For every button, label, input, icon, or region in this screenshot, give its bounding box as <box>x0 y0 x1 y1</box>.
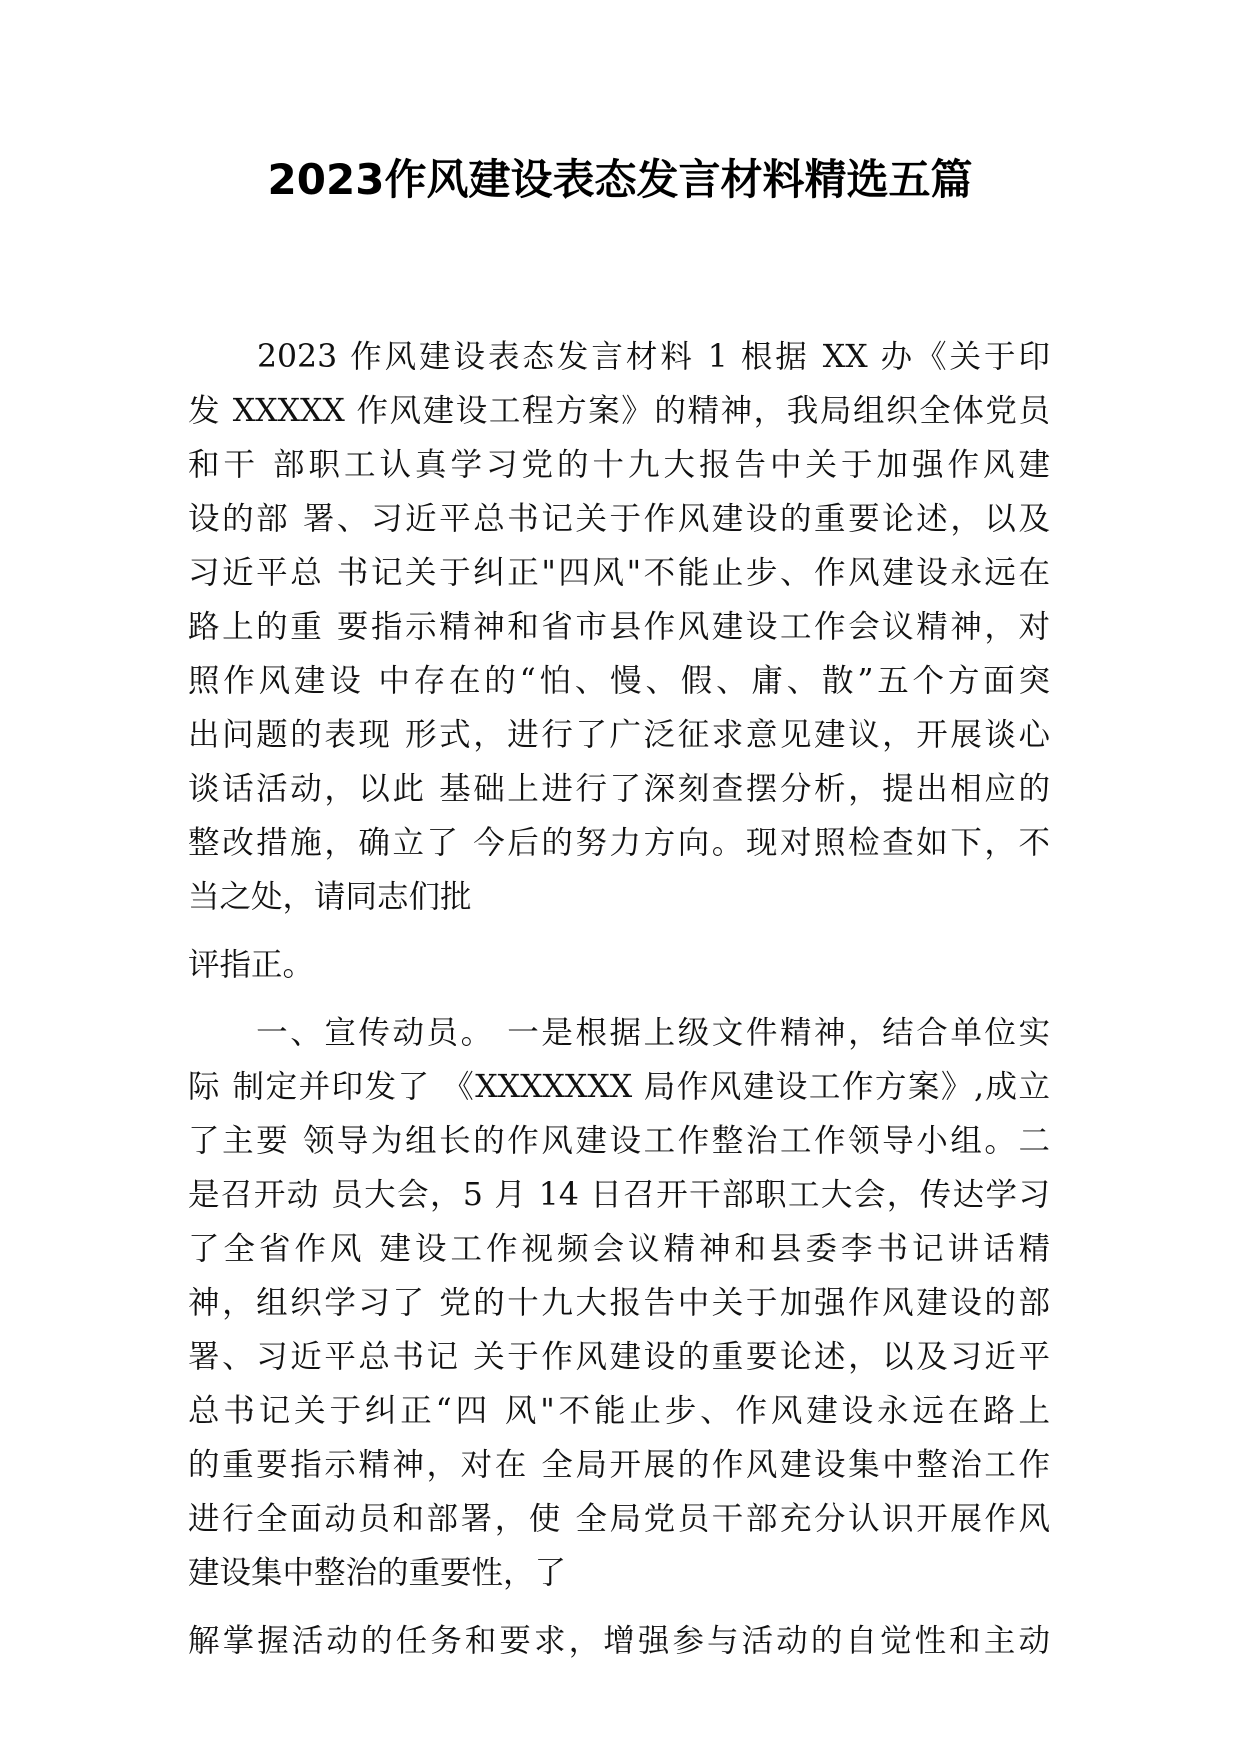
text-line: 总书记关于纠正“四 风"不能止步、作风建设永远在路上 <box>188 1393 1050 1429</box>
text-line: 2023 作风建设表态发言材料 1 根据 XX 办《关于印 <box>188 339 1050 375</box>
text-line: 评指正。 <box>188 947 315 983</box>
text-line: 进行全面动员和部署，使 全局党员干部充分认识开展作风 <box>188 1501 1050 1537</box>
text-line: 发 XXXXX 作风建设工程方案》的精神，我局组织全体党员 <box>188 393 1050 429</box>
text-line: 照作风建设 中存在的“怕、慢、假、庸、散”五个方面突 <box>188 663 1050 699</box>
document-body <box>188 330 1050 1668</box>
text-line: 的重要指示精神，对在 全局开展的作风建设集中整治工作 <box>188 1447 1050 1483</box>
text-line: 习近平总 书记关于纠正"四风"不能止步、作风建设永远在 <box>188 555 1050 591</box>
paragraph-1 <box>188 330 1050 924</box>
text-line: 路上的重 要指示精神和省市县作风建设工作会议精神，对 <box>188 609 1050 645</box>
text-line: 神，组织学习了 党的十九大报告中关于加强作风建设的部 <box>188 1285 1050 1321</box>
text-line: 谈话活动，以此 基础上进行了深刻查摆分析，提出相应的 <box>188 771 1050 807</box>
paragraph-gap <box>188 924 1050 938</box>
paragraph-gap <box>188 992 1050 1006</box>
text-line: 当之处，请同志们批 <box>188 879 472 915</box>
document-title: 2023作风建设表态发言材料精选五篇 <box>267 155 973 204</box>
paragraph-2 <box>188 938 1050 992</box>
text-line: 署、习近平总书记 关于作风建设的重要论述，以及习近平 <box>188 1339 1050 1375</box>
text-line: 和干 部职工认真学习党的十九大报告中关于加强作风建 <box>188 447 1050 483</box>
text-line: 出问题的表现 形式，进行了广泛征求意见建议，开展谈心 <box>188 717 1050 753</box>
paragraph-4 <box>188 1614 1050 1668</box>
text-line: 一、宣传动员。 一是根据上级文件精神，结合单位实 <box>188 1015 1050 1051</box>
text-line: 是召开动 员大会，5 月 14 日召开干部职工大会，传达学习 <box>188 1177 1050 1213</box>
paragraph-3 <box>188 1006 1050 1600</box>
text-line: 际 制定并印发了 《XXXXXXX 局作风建设工作方案》,成立 <box>188 1069 1050 1105</box>
paragraph-gap <box>188 1600 1050 1614</box>
text-line: 了主要 领导为组长的作风建设工作整治工作领导小组。二 <box>188 1123 1050 1159</box>
text-line: 整改措施，确立了 今后的努力方向。现对照检查如下，不 <box>188 825 1050 861</box>
text-line: 解掌握活动的任务和要求，增强参与活动的自觉性和主动 <box>188 1623 1050 1659</box>
text-line: 了全省作风 建设工作视频会议精神和县委李书记讲话精 <box>188 1231 1050 1267</box>
text-line: 建设集中整治的重要性，了 <box>188 1555 567 1591</box>
text-line: 设的部 署、习近平总书记关于作风建设的重要论述，以及 <box>188 501 1050 537</box>
